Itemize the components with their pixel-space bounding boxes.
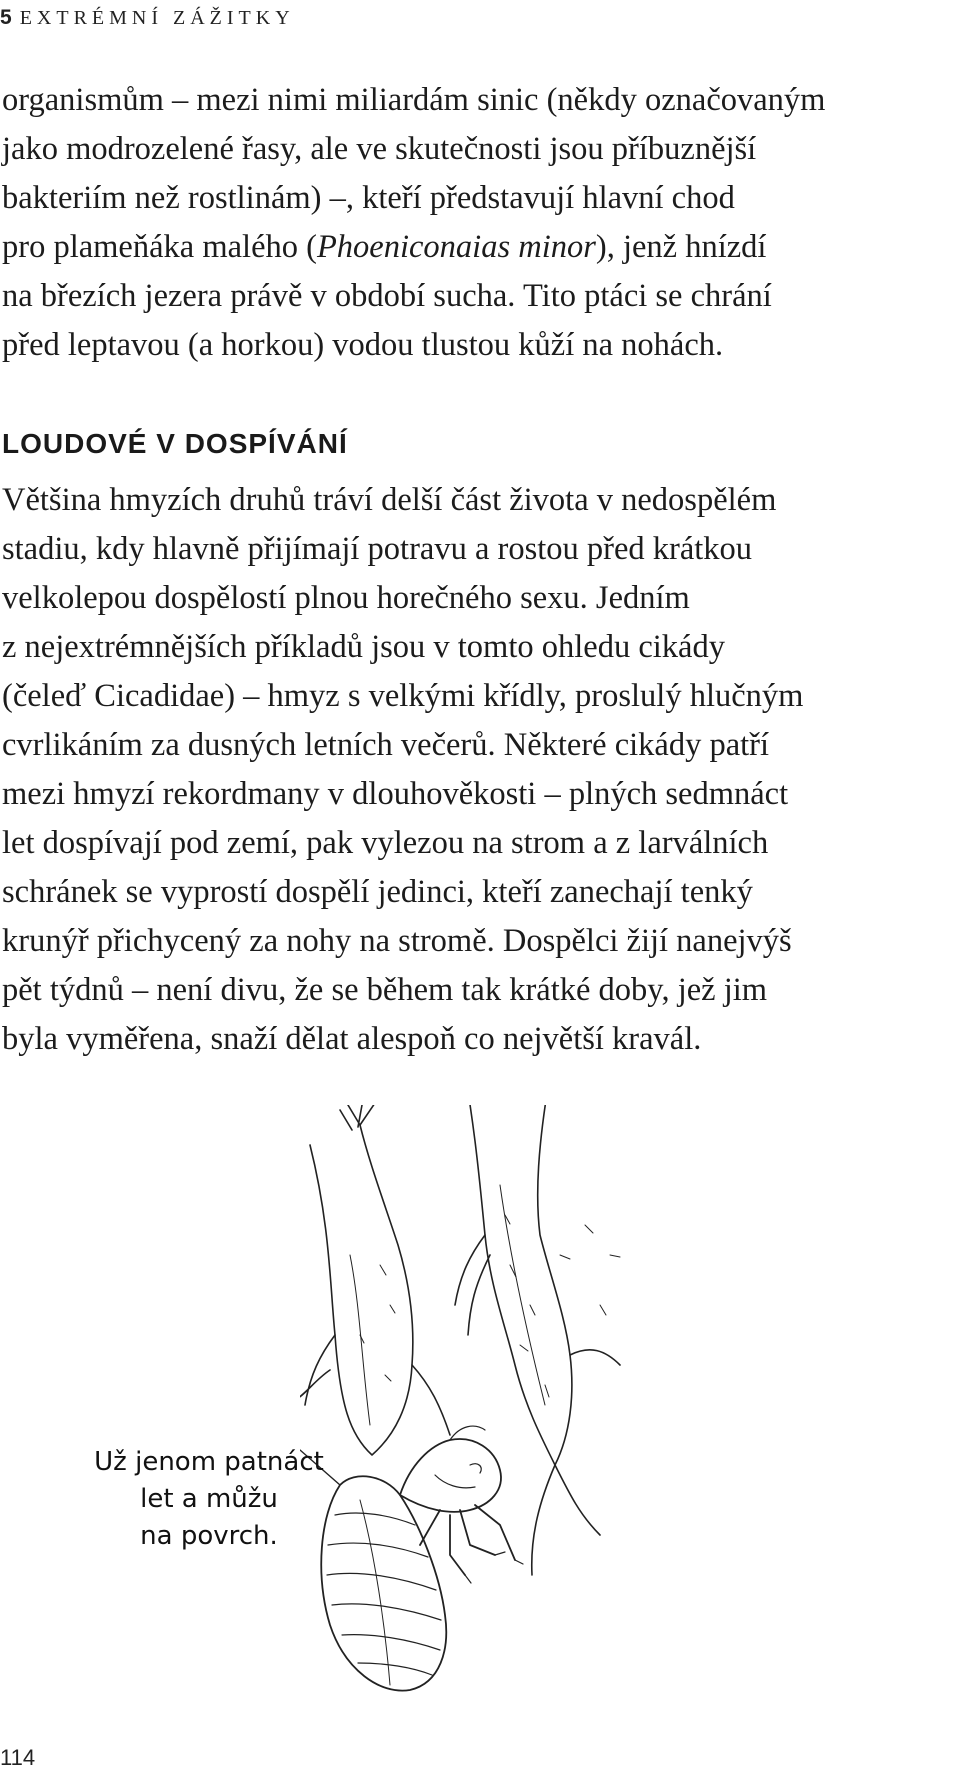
caption-line: na povrch. <box>140 1521 278 1551</box>
text-line <box>2 223 942 272</box>
text-line: před leptavou (a horkou) vodou tlustou kůží na nohách. <box>2 327 724 363</box>
text-line: (čeleď Cicadidae) – hmyz s velkými křídly, proslulý hlučným <box>2 678 804 714</box>
text-line: stadiu, kdy hlavně přijímají potravu a rostou před krátkou <box>2 531 753 567</box>
text-line: na březích jezera právě v období sucha. Tito ptáci se chrání <box>2 278 772 314</box>
text-line: schránek se vyprostí dospělí jedinci, kteří zanechají tenký <box>2 874 753 910</box>
text-line: pět týdnů – není divu, že se během tak krátké doby, jež jim <box>2 972 768 1008</box>
text-line: mezi hmyzí rekordmany v dlouhověkosti – plných sedmnáct <box>2 776 789 812</box>
text-line: let dospívají pod zemí, pak vylezou na strom a z larválních <box>2 825 769 861</box>
text-line: velkolepou dospělostí plnou horečného sexu. Jedním <box>2 580 690 616</box>
chapter-title: EXTRÉMNÍ ZÁŽITKY <box>19 7 295 29</box>
section-heading: LOUDOVÉ V DOSPÍVÁNÍ <box>2 428 348 459</box>
text-line: z nejextrémnějších příkladů jsou v tomto ohledu cikády <box>2 629 725 665</box>
species-name: Phoeniconaias minor <box>316 229 596 265</box>
text-fragment: pro plameňáka malého ( <box>2 229 317 265</box>
text-fragment: ), jenž hnízdí <box>595 229 767 265</box>
speech-caption <box>64 1444 354 1555</box>
text-line: jako modrozelené řasy, ale ve skutečnosti jsou příbuznější <box>2 131 757 167</box>
left-trunk <box>310 1125 413 1455</box>
caption-line: Už jenom patnáct <box>94 1447 324 1477</box>
text-line: krunýř přichycený za nohy na stromě. Dospělci žijí nanejvýš <box>2 923 792 959</box>
text-line: bakteriím než rostlinám) –, kteří představují hlavní chod <box>2 180 735 216</box>
chapter-number: 5 <box>0 6 12 29</box>
paragraph-section <box>2 476 942 1064</box>
page-number: 114 <box>0 1745 36 1770</box>
text-line: cvrlikáním za dusných letních večerů. Některé cikády patří <box>2 727 770 763</box>
text-line: byla vyměřena, snaží dělat alespoň co největší kravál. <box>2 1021 702 1057</box>
running-head <box>0 6 295 30</box>
text-line: organismům – mezi nimi miliardám sinic (někdy označovaným <box>2 82 826 118</box>
cicada-illustration <box>300 1105 720 1725</box>
paragraph-intro <box>2 76 942 370</box>
text-line: Většina hmyzích druhů tráví delší část života v nedospělém <box>2 482 777 518</box>
caption-line: let a můžu <box>140 1484 278 1514</box>
